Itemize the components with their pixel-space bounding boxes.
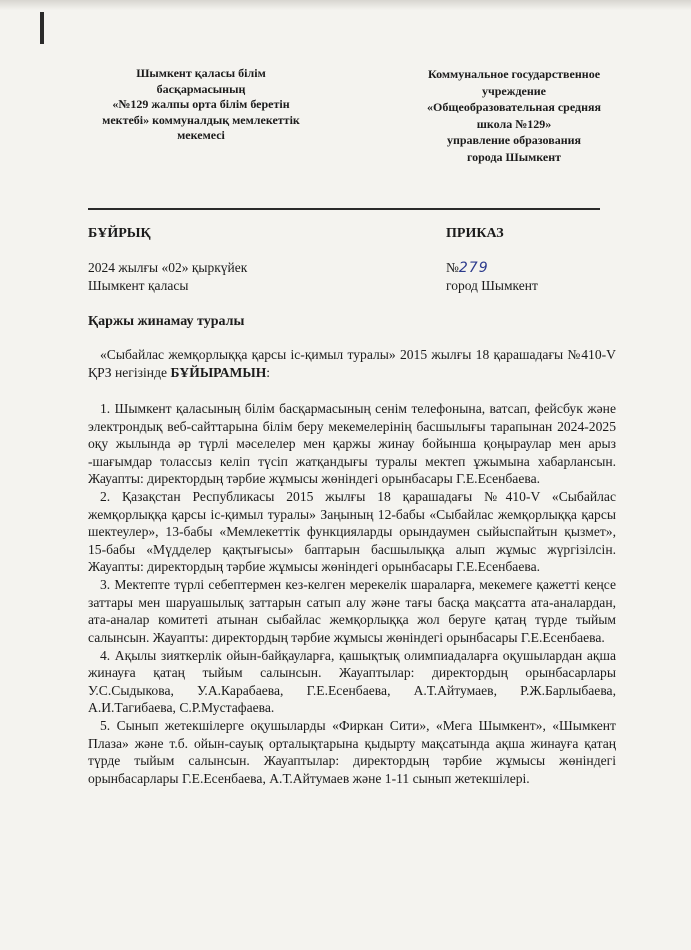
intro-text: «Сыбайлас жемқорлыққа қарсы іс-қимыл туралы» 2015 жылғы 18 қарашадағы №410-V ҚРЗ негізінде bbox=[88, 347, 616, 380]
header-right-line: учреждение bbox=[481, 83, 547, 98]
order-subject: Қаржы жинамау туралы bbox=[88, 314, 245, 329]
intro-colon: : bbox=[266, 364, 271, 380]
order-items bbox=[88, 400, 616, 788]
order-intro bbox=[88, 346, 616, 381]
header-left-line: «№129 жалпы орта білім беретін bbox=[112, 97, 290, 111]
header-left-kz bbox=[96, 66, 306, 144]
order-item-3: 3. Мектепте түрлі себептермен кез-келген мерекелік шараларға, мекемеге қажетті кеңсе заттары мен шаруашылық заттарын сатып алу және тағы басқа мақсатта ата-аналардан, ата-аналар комитеті атынан сыбайлас жемқорлыққа жол беруге қатаң түрде тыйым салынсын. Жауапты: директордың тәрбие жұмысы жөніндегі орынбасары Г.Е.Есенбаева. bbox=[88, 577, 616, 645]
city-kz: Шымкент қаласы bbox=[88, 278, 189, 293]
order-number-handwritten: 279 bbox=[458, 260, 489, 276]
header-right-line: города Шымкент bbox=[466, 149, 562, 164]
scan-edge bbox=[0, 0, 691, 10]
order-item-2: 2. Қазақстан Республикасы 2015 жылғы 18 қарашадағы №410-V «Сыбайлас жемқорлыққа қарсы іс-қимыл туралы» Заңының 12-бабы «Сыбайлас жемқорлыққа қарсы шектеулер», 13-бабы «Мемлекеттік функцияларды орындаумен сыйыспайтын қызмет», 15-бабы «Мүдделер қақтығысы» баптарын басшылыққа алып жұмыс жүргізілсін. Жауапты: директордың тәрбие жұмысы жөніндегі орынбасары Г.Е.Есенбаева. bbox=[88, 489, 616, 574]
order-number bbox=[446, 260, 489, 276]
order-item-4: 4. Ақылы зияткерлік ойын-байқауларға, қашықтық олимпиадаларға оқушылардан ақша жинауға қатаң тыйым салынсын. Жауаптылар: директордың орынбасарлары У.С.Сыдыкова, У.А.Карабаева, Г.Е.Есенбаева, А.Т.Айтумаев, Р.Ж.Барлыбаева, А.И.Тагибаева, С.Р.Мустафаева. bbox=[88, 647, 616, 715]
order-date: 2024 жылғы «02» қыркүйек bbox=[88, 260, 248, 275]
header-left-line: басқармасының bbox=[156, 81, 246, 96]
header-right-line: школа №129» bbox=[476, 116, 552, 131]
doc-type-kz: БҰЙРЫҚ bbox=[88, 226, 151, 241]
header-left-line: Шымкент қаласы білім bbox=[136, 66, 266, 80]
intro-command: БҰЙЫРАМЫН bbox=[170, 364, 267, 380]
header-divider bbox=[88, 208, 600, 210]
header-right-line: управление образования bbox=[446, 133, 582, 147]
margin-mark bbox=[40, 12, 44, 44]
header-left-line: мектебі» коммуналдық мемлекеттік bbox=[102, 112, 300, 127]
order-item-1: 1. Шымкент қаласының білім басқармасының сенім телефонына, ватсап, фейсбук және электрондық веб-сайттарына білім беру мекемелерінің басшылығы тарапынан 2024-2025 оқу жылында әр түрлі мәселелер мен қаржы жинау бойынша қоңыраулар мен арыз -шағымдар толассыз келіп түсіп жатқандығы туралы мектеп ұжымына хабарлансын. Жауапты: директордың тәрбие жұмысы жөніндегі орынбасары Г.Е.Есенбаева. bbox=[88, 401, 616, 486]
order-item-5: 5. Сынып жетекшілерге оқушыларды «Фиркан Сити», «Мега Шымкент», «Шымкент Плаза» және т.б. ойын-сауық орталықтарына қыдырту мақсатында ақша жинауға қатаң түрде тыйым салынсын. Жауаптылар: директордың тәрбие жұмысы жөніндегі орынбасарлары Г.Е.Есенбаева, А.Т.Айтумаев және 1-11 сынып жетекшілері. bbox=[88, 718, 616, 786]
header-left-line: мекемесі bbox=[177, 128, 225, 142]
header-right-line: «Общеобразовательная средняя bbox=[427, 100, 601, 114]
city-ru: город Шымкент bbox=[446, 278, 538, 293]
header-right-ru bbox=[403, 66, 625, 165]
header-right-line: Коммунальное государственное bbox=[427, 67, 601, 81]
doc-type-ru: ПРИКАЗ bbox=[446, 226, 504, 241]
order-number-prefix: № bbox=[446, 260, 459, 275]
